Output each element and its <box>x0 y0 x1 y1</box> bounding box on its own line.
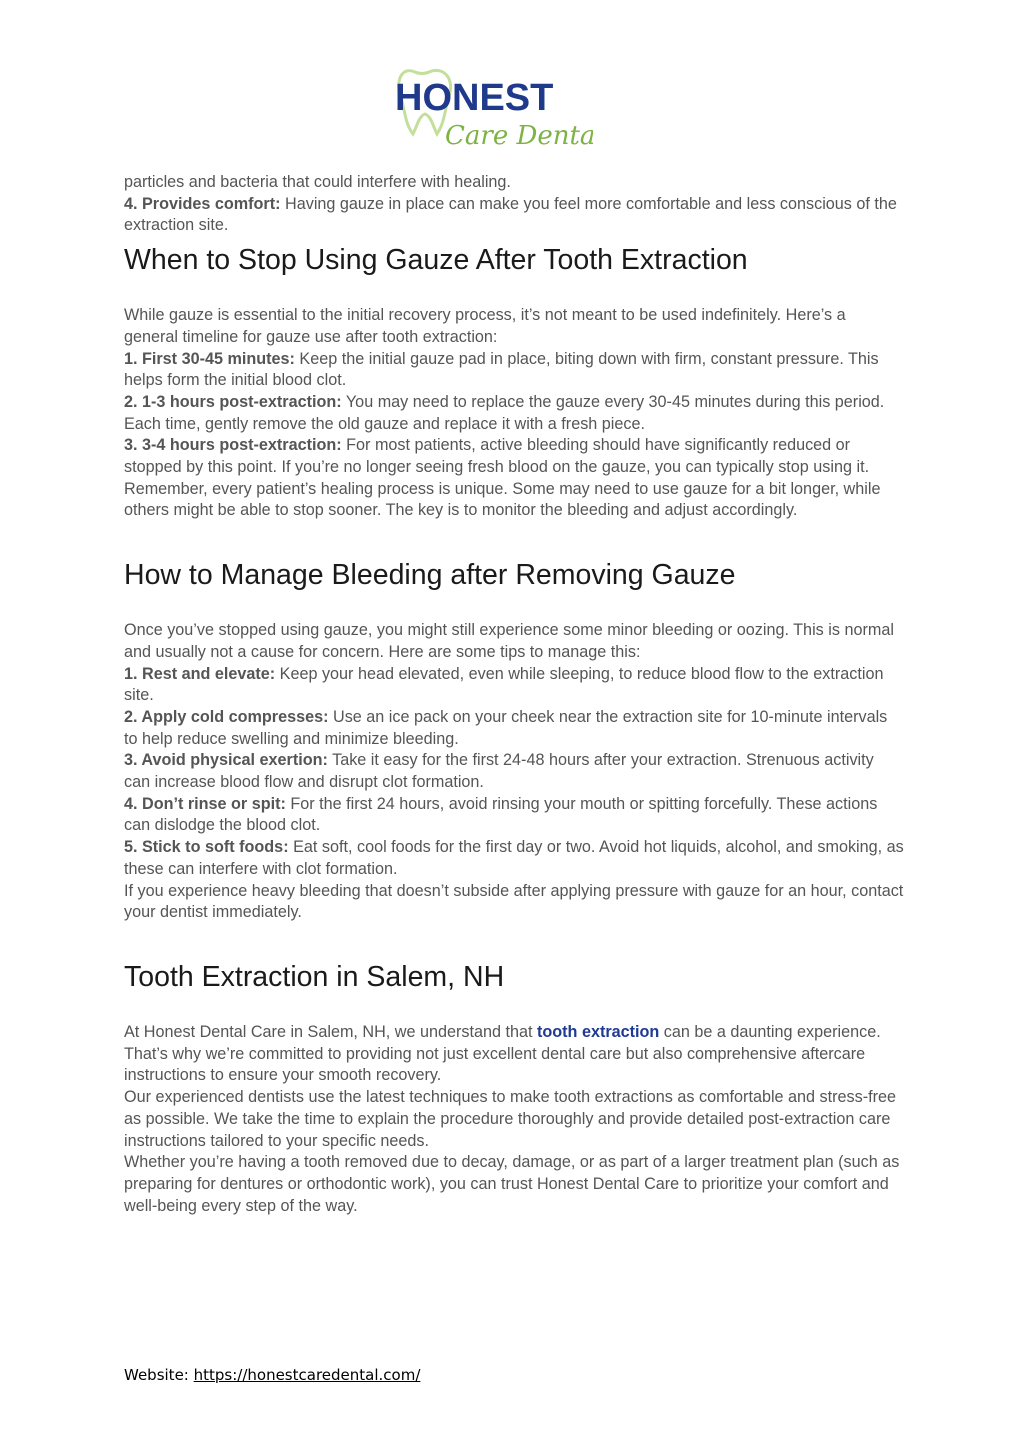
salem-paragraph: Our experienced dentists use the latest techniques to make tooth extractions as comfortable and stress-free as possible. We take the time to explain the procedure thoroughly and provide detailed post-extraction care instructions tailored to your specific needs. <box>124 1088 897 1150</box>
salem-paragraph: Whether you’re having a tooth removed due to decay, damage, or as part of a larger treatment plan (such as preparing for dentures or orthodontic work), you can trust Honest Dental Care to prioritize your comfort and well-being every step of the way. <box>124 1153 900 1215</box>
item-label: 1. Rest and elevate: <box>124 664 276 683</box>
item-text: You may need to replace the gauze every 30-45 minutes during this period. Each time, gently remove the old gauze and replace it with a fresh piece. <box>124 392 885 433</box>
tooth-extraction-link[interactable]: tooth extraction <box>537 1022 660 1041</box>
website-link[interactable]: https://honestcaredental.com/ <box>193 1366 421 1384</box>
item-label: 5. Stick to soft foods: <box>124 838 289 857</box>
section-closing: Remember, every patient’s healing process is unique. Some may need to use gauze for a bit longer, while others might be able to stop sooner. The key is to monitor the bleeding and adjust accordingly. <box>124 479 881 520</box>
section-heading-stop-gauze: When to Stop Using Gauze After Tooth Extraction <box>124 244 748 277</box>
text-after-link: can be a daunting experience. That’s why we’re committed to providing not just excellent dental care but also comprehensive aftercare instructions to ensure your smooth recovery. <box>124 1022 881 1085</box>
footer <box>124 1366 420 1384</box>
list-item <box>124 664 904 707</box>
list-item <box>124 349 904 392</box>
item-text: Having gauze in place can make you feel more comfortable and less conscious of the extraction site. <box>124 194 897 235</box>
list-item <box>124 837 904 880</box>
svg-text:Care Dental: Care Dental <box>445 121 593 151</box>
section-intro: While gauze is essential to the initial recovery process, it’s not meant to be used indefinitely. Here’s a general timeline for gauze use after tooth extraction: <box>124 306 846 346</box>
list-item <box>124 435 904 478</box>
honest-care-dental-logo <box>393 64 593 154</box>
section-heading-manage-bleeding: How to Manage Bleeding after Removing Gauze <box>124 559 736 592</box>
salem-paragraph <box>124 1022 904 1087</box>
item-text: For the first 24 hours, avoid rinsing your mouth or spitting forcefully. These actions can dislodge the blood clot. <box>124 794 878 835</box>
section-intro: Once you’ve stopped using gauze, you might still experience some minor bleeding or oozing. This is normal and usually not a cause for concern. Here are some tips to manage this: <box>124 621 894 661</box>
article-body <box>124 172 904 1217</box>
item-text: For most patients, active bleeding should have significantly reduced or stopped by this point. If you’re no longer seeing fresh blood on the gauze, you can typically stop using it. <box>124 436 870 477</box>
item-label: 2. Apply cold compresses: <box>124 707 329 726</box>
svg-text:HONEST: HONEST <box>395 77 554 119</box>
item-label: 4. Don’t rinse or spit: <box>124 794 286 813</box>
item-text: Use an ice pack on your cheek near the extraction site for 10-minute intervals to help reduce swelling and minimize bleeding. <box>124 707 888 748</box>
section-closing: If you experience heavy bleeding that doesn’t subside after applying pressure with gauze for an hour, contact your dentist immediately. <box>124 881 904 922</box>
footer-label: Website: <box>124 1366 194 1384</box>
intro-paragraph: particles and bacteria that could interfere with healing. <box>124 173 511 191</box>
list-item <box>124 707 904 750</box>
section-heading-salem: Tooth Extraction in Salem, NH <box>124 960 505 993</box>
item-text: Take it easy for the first 24-48 hours after your extraction. Strenuous activity can increase blood flow and disrupt clot formation. <box>124 751 874 792</box>
intro-list-item <box>124 194 904 237</box>
item-label: 4. Provides comfort: <box>124 194 281 213</box>
item-text: Keep the initial gauze pad in place, biting down with firm, constant pressure. This helps form the initial blood clot. <box>124 349 879 390</box>
text-before-link: At Honest Dental Care in Salem, NH, we understand that <box>124 1022 537 1041</box>
item-label: 3. 3-4 hours post-extraction: <box>124 436 342 455</box>
item-text: Eat soft, cool foods for the first day or two. Avoid hot liquids, alcohol, and smoking, as these can interfere with clot formation. <box>124 838 904 878</box>
tooth-logo-icon <box>393 64 593 154</box>
list-item <box>124 750 904 793</box>
item-label: 3. Avoid physical exertion: <box>124 751 328 770</box>
item-text: Keep your head elevated, even while sleeping, to reduce blood flow to the extraction site. <box>124 664 884 705</box>
item-label: 2. 1-3 hours post-extraction: <box>124 392 342 411</box>
list-item <box>124 392 904 435</box>
item-label: 1. First 30-45 minutes: <box>124 349 295 368</box>
list-item <box>124 794 904 837</box>
